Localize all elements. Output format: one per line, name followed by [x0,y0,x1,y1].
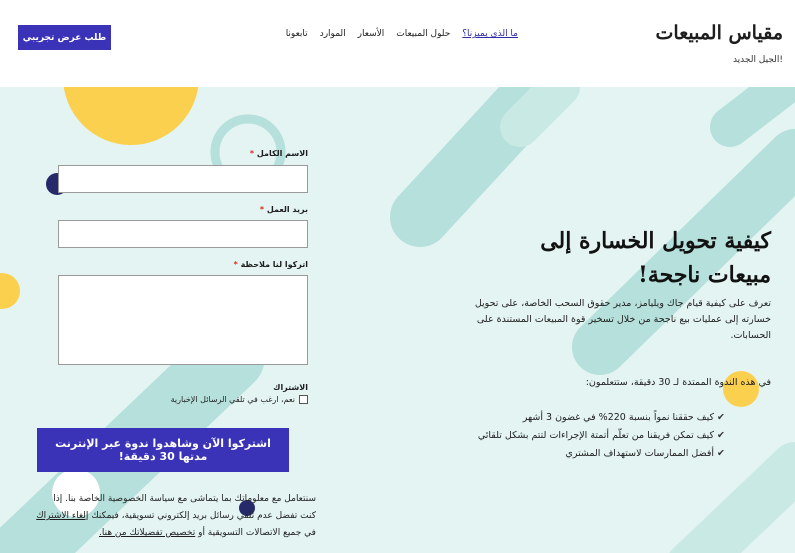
privacy-line: سنتعامل مع معلوماتك بما يتماشى مع سياسة الخصوصية الخاصة بنا. إذا [53,494,316,504]
deco-stripe [520,87,560,127]
list-item: ✔ كيف تمكن فريقنا من تعلّم أتمتة الإجراءات لتتم بشكل تلقائي [405,427,725,445]
list-item: ✔ كيف حققنا نمواً بنسبة 220% في غضون 3 أشهر [405,409,725,427]
hero-title: كيفية تحويل الخسارة إلى مبيعات ناجحة! [540,228,771,288]
required-star: * [233,260,238,269]
full-name-field[interactable] [58,165,308,193]
required-star: * [259,205,265,214]
nav-item-pricing[interactable]: الأسعار [357,29,385,39]
note-label: اتركوا لنا ملاحظة * [233,260,308,269]
work-email-field[interactable] [58,220,308,248]
subscribe-option[interactable] [171,395,308,404]
deco-stripe [730,87,795,127]
logo[interactable]: مقياس المبيعات [655,22,783,44]
main-nav [285,29,518,39]
note-textarea[interactable] [58,275,308,365]
email-label: بريد العمل * [259,205,308,214]
site-header [0,0,795,87]
nav-item-features[interactable]: ما الذي يميزنا؟ [462,29,518,39]
hero-section [0,87,795,553]
nav-item-solutions[interactable]: حلول المبيعات [396,29,451,39]
hero-description: تعرف على كيفية قيام جاك ويليامز، مدير حقوق السحب الخاصة، على تحويل خسارته إلى عمليات بيع ناجحة من خلال تسخير قوة المبيعات المستندة على الحسابات. [474,298,771,341]
privacy-line: كنت تفضل عدم تلقي رسائل بريد إلكتروني تسويقية، فيمكنك إلغاء الاشتراك [36,511,316,521]
submit-button[interactable]: اشتركوا الآن وشاهدوا ندوة عبر الإنترنت مدتها 30 دقيقة! [37,428,289,472]
deco-circle-yellow [63,87,199,145]
privacy-notice [28,491,316,542]
deco-stripe [690,467,795,553]
deco-circle-yellow [0,273,20,309]
privacy-line: في جميع الاتصالات التسويقية أو تخصيص تفضيلاتك من هنا. [99,528,316,538]
newsletter-checkbox[interactable] [299,395,308,404]
nav-item-follow[interactable]: تابعونا [285,29,308,39]
newsletter-checkbox-label[interactable]: نعم، ارغب في تلقي الرسائل الإخبارية [170,395,295,404]
customize-preferences-link[interactable]: تخصيص تفضيلاتك من هنا. [99,528,196,538]
demo-request-button[interactable]: طلب عرض تجريبي [18,25,111,50]
required-star: * [249,149,255,158]
learn-intro: في هذه الندوة الممتدة لـ 30 دقيقة، ستتعلمون: [585,377,771,388]
subscribe-heading: الاشتراك [273,383,308,392]
nav-item-resources[interactable]: الموارد [319,29,346,39]
unsubscribe-link[interactable]: إلغاء الاشتراك [36,511,89,521]
tagline: الجيل الجديد! [732,55,783,65]
name-label: الاسم الكامل * [249,149,308,158]
learning-points [405,409,725,463]
list-item: ✔ أفضل الممارسات لاستهداف المشتري [405,445,725,463]
